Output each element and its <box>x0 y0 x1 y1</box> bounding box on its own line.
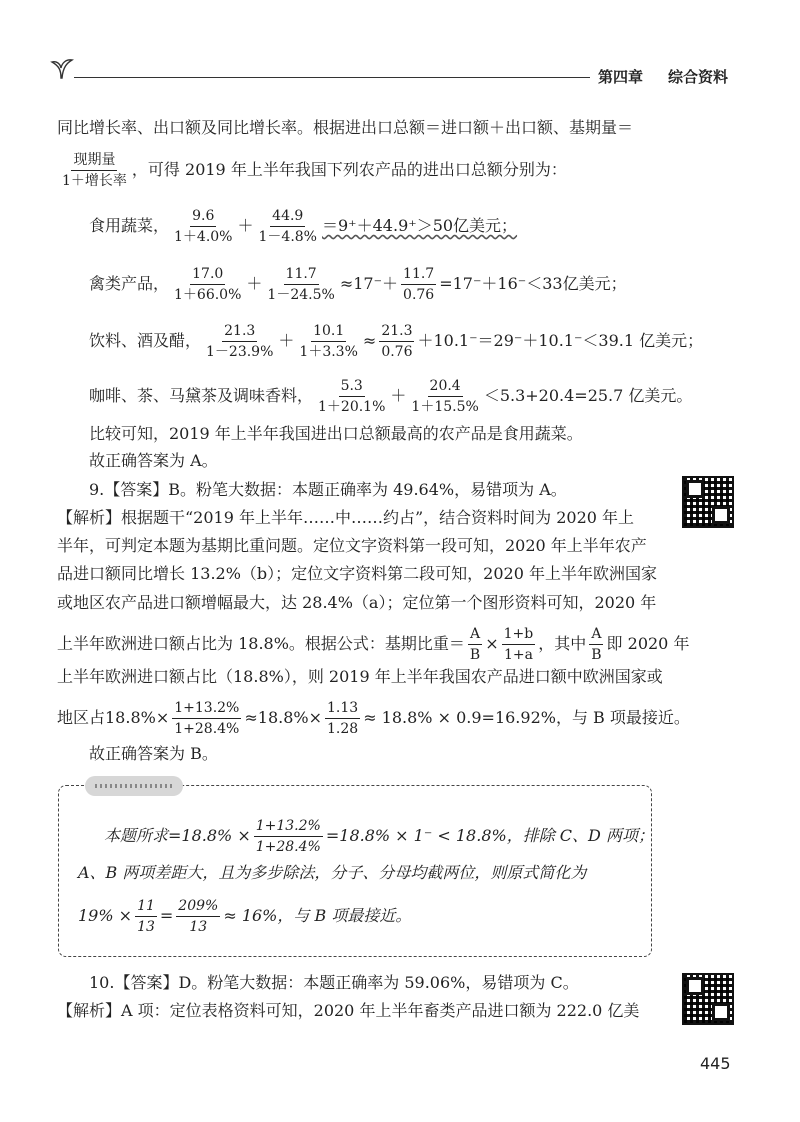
conclusion-text: 比较可知，2019 年上半年我国进出口总额最高的农产品是食用蔬菜。 <box>89 424 583 443</box>
answer-text: 故正确答案为 A。 <box>89 451 218 470</box>
answer-text: 故正确答案为 B。 <box>89 744 218 763</box>
analysis-line: 上半年欧洲进口额占比（18.8%），则 2019 年上半年我国农产品进口额中欧洲国家或 <box>57 667 663 686</box>
analysis-line: 地区占18.8%× $\frac{1+13.2\%}{1+28.4\%}$ ≈18.8%× $\frac{1.13}{1.28}$ ≈ 18.8% × 0.9=16.92%，与 B 项最接近。 <box>57 700 690 737</box>
tip-line: A、B 两项差距大，且为多步除法，分子、分母均截两位，则原式简化为 <box>78 863 587 882</box>
analysis-line: 品进口额同比增长 13.2%（b）；定位文字资料第二段可知，2020 年上半年欧洲国家 <box>57 564 657 583</box>
equation-vegetables: 食用蔬菜， $\frac{9.6}{1+4.0\%}$ ＋ $\frac{44.9}{1-4.8\%}$ ＝9⁺＋44.9⁺＞50亿美元； <box>89 208 518 245</box>
tip-line: 本题所求=18.8% × $\frac{1+13.2\%}{1+28.4\%}$ =18.8% × 1⁻ < 18.8%，排除 C、D 两项； <box>104 818 654 855</box>
chapter-label: 第四章 <box>598 68 644 86</box>
paragraph-line: 同比增长率、出口额及同比增长率。根据进出口总额＝进口额＋出口额、基期量＝ <box>57 118 634 137</box>
tip-line: 19% × $\frac{11}{13}$ = $\frac{209\%}{13}$ ≈ 16%，与 B 项最接近。 <box>78 898 412 935</box>
analysis-line: 【解析】A 项：定位表格资料可知，2020 年上半年畜类产品进口额为 222.0 亿美 <box>57 1001 640 1020</box>
answer-line-q9: 9.【答案】B。粉笔大数据：本题正确率为 49.64%，易错项为 A。 <box>89 480 567 499</box>
equation-coffee: 咖啡、茶、马黛茶及调味香料， $\frac{5.3}{1+20.1\%}$ ＋ $\frac{20.4}{1+15.5\%}$ ＜5.3+20.4=25.7 亿美元。 <box>89 378 693 415</box>
page-number: 445 <box>700 1054 731 1073</box>
header-rule <box>74 77 590 78</box>
answer-line-q10: 10.【答案】D。粉笔大数据：本题正确率为 59.06%，易错项为 C。 <box>89 973 579 992</box>
chapter-title: 综合资料 <box>668 68 729 86</box>
qr-code-icon[interactable] <box>682 476 734 528</box>
analysis-line: 【解析】根据题干“2019 年上半年……中……约占”，结合资料时间为 2020 年上 <box>57 508 635 527</box>
paragraph-line: $\frac{\text{现期量}}{\text{1＋增长率}}$ ，可得 2019 年上半年我国下列农产品的进出口总额分别为： <box>62 152 567 189</box>
analysis-line: 上半年欧洲进口额占比为 18.8%。根据公式：基期比重＝ $\frac{A}{B}$ × $\frac{1+b}{1+a}$ ，其中 $\frac{A}{B}$ 即 2020 年 <box>57 626 690 663</box>
tip-label <box>85 776 183 796</box>
qr-code-icon[interactable] <box>682 973 734 1025</box>
leaf-logo-icon <box>46 54 76 80</box>
fraction: $\frac{\text{现期量}}{\text{1＋增长率}}$ <box>62 152 127 189</box>
analysis-line: 或地区农产品进口额增幅最大，达 28.4%（a）；定位第一个图形资料可知，2020 年 <box>57 593 657 612</box>
equation-poultry: 禽类产品， $\frac{17.0}{1+66.0\%}$ ＋ $\frac{11.7}{1-24.5\%}$ ≈17⁻＋ $\frac{11.7}{0.76}$ =17⁻＋16⁻＜33亿美元； <box>89 266 627 303</box>
analysis-line: 半年，可判定本题为基期比重问题。定位文字资料第一段可知，2020 年上半年农产 <box>57 536 647 555</box>
equation-drinks: 饮料、酒及醋， $\frac{21.3}{1-23.9\%}$ ＋ $\frac{10.1}{1+3.3\%}$ ≈ $\frac{21.3}{0.76}$ ＋10.1⁻＝29⁻＋10.1⁻＜39.1 亿美元； <box>89 323 704 360</box>
